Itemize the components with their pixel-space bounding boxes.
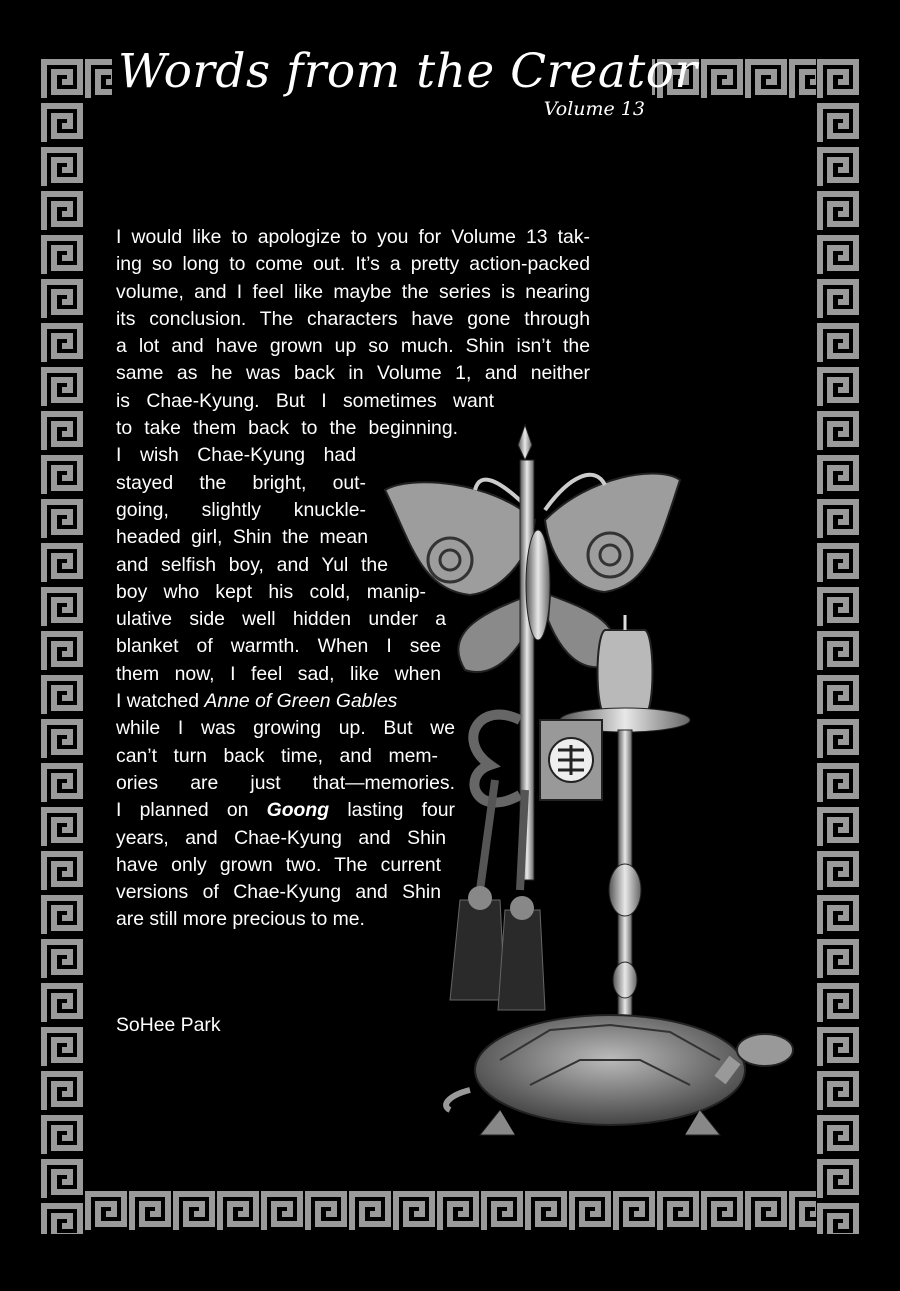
text-fragment: I planned on [116,799,249,822]
text-line: I wish Chae-Kyung had [116,444,356,467]
text-line: stayed the bright, out- [116,471,366,494]
text-line: a lot and have grown up so much. Shin isn’t the [116,335,590,358]
text-line: ories are just that—memories. [116,771,455,794]
text-line [116,797,455,824]
text-line: years, and Chae-Kyung and Shin [116,826,446,849]
greek-key-border-right [816,58,860,1234]
greek-key-border-left [40,58,84,1234]
text-line: them now, I feel sad, like when [116,662,441,685]
text-line [116,688,451,715]
text-line: to take them back to the beginning. [116,417,458,440]
creator-message [116,224,590,934]
text-line: have only grown two. The current [116,853,441,876]
text-line: blanket of warmth. When I see [116,635,441,658]
text-line: same as he was back in Volume 1, and neither [116,362,590,385]
text-fragment: lasting four [347,799,455,822]
page-title: Words from the Creator [118,44,698,99]
text-line: its conclusion. The characters have gone through [116,307,590,330]
text-line: boy who kept his cold, manip- [116,580,426,603]
text-line: while I was growing up. But we [116,717,455,740]
text-line: versions of Chae-Kyung and Shin [116,881,441,904]
series-title: Goong [266,799,330,822]
text-fragment: I watched [116,690,199,713]
text-line: and selfish boy, and Yul the [116,553,388,576]
text-line: is Chae-Kyung. But I sometimes want [116,389,494,412]
author-signature: SoHee Park [116,1014,221,1036]
text-line: are still more precious to me. [116,908,365,931]
text-line: going, slightly knuckle- [116,498,366,521]
text-line: ulative side well hidden under a [116,608,446,631]
greek-key-border-bottom [40,1190,860,1234]
text-line: volume, and I feel like maybe the series is nearing [116,280,590,303]
text-line: I would like to apologize to you for Volume 13 tak- [116,226,590,248]
volume-subtitle: Volume 13 [543,98,645,120]
text-line: ing so long to come out. It’s a pretty action-packed [116,253,590,276]
book-title: Anne of Green Gables [204,690,398,713]
text-line: can’t turn back time, and mem- [116,744,438,767]
text-line: headed girl, Shin the mean [116,526,368,549]
